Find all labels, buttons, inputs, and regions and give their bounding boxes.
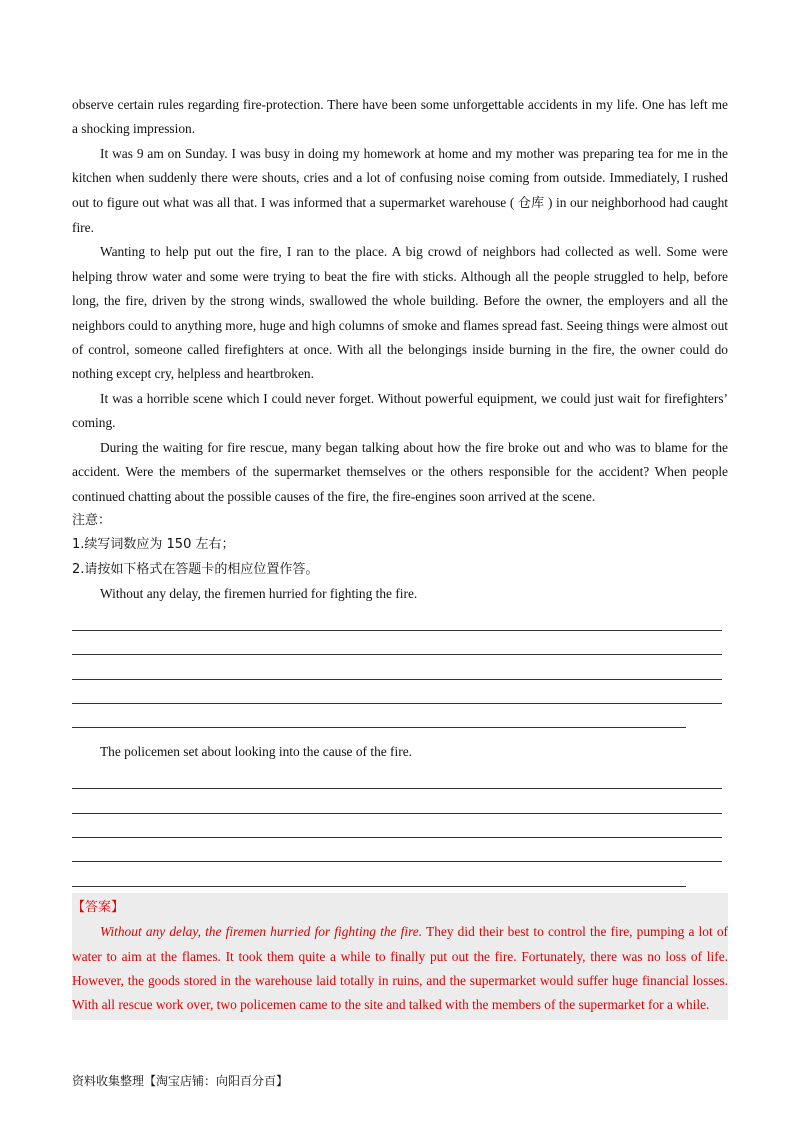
warehouse-chinese-gloss: 仓库	[517, 195, 545, 211]
passage-paragraph-3: Wanting to help put out the fire, I ran to the place. A big crowd of neighbors had collected as well. Some were helping throw water and some were trying to beat the fire with sticks. Although all the people struggled to help, before long, the fire, driven by the strong winds, swallowed the whole building. Before the owner, the employers and all the neighbors could to anything more, huge and high columns of smoke and flames spread fast. Seeing things were almost out of control, someone called firefighters at once. With all the belongings inside burning in the fire, the owner could do nothing except cry, helpless and heartbroken.	[72, 244, 728, 382]
passage-paragraph-4: It was a horrible scene which I could never forget. Without powerful equipment, we could just wait for firefighters’ coming.	[72, 390, 728, 431]
passage-paragraph-2	[72, 142, 728, 241]
answer-lead-sentence: Without any delay, the firemen hurried for fighting the fire.	[100, 924, 423, 940]
writing-line	[72, 680, 722, 704]
notes-item-1: 1.续写词数应为 150 左右；	[72, 537, 235, 553]
passage-paragraph-2-part-a: It was 9 am on Sunday. I was busy in doing my homework at home and my mother was preparing tea for me in the kitchen when suddenly there were shouts, cries and a lot of confusing noise coming from outside. Immediately, I rushed out to figure out what was all that. I was informed that a supermarket warehouse (	[72, 145, 728, 210]
writing-line	[72, 838, 722, 862]
notes-heading: 注意：	[72, 512, 112, 528]
passage-paragraph-5: During the waiting for fire rescue, many began talking about how the fire broke out and who was to blame for the accident. Were the members of the supermarket themselves or the others responsible for the accident? When people continued chatting about the possible causes of the fire, the fire-engines soon arrived at the scene.	[72, 439, 728, 504]
writing-line	[72, 631, 722, 655]
answer-body: They did their best to control the fire, pumping a lot of water to aim at the flames. It took them quite a while to finally put out the fire. Fortunately, there was no loss of life. However, the goods stored in the warehouse laid totally in ruins, and the supermarket would suffer huge financial losses. With all rescue work over, two policemen came to the site and talked with the members of the supermarket for a while.	[72, 924, 728, 1013]
answer-tag: 【答案】	[72, 899, 125, 915]
passage-paragraph-1: observe certain rules regarding fire-protection. There have been some unforgettable accidents in my life. One has left me a shocking impression.	[72, 97, 728, 137]
writing-lines-2	[72, 765, 728, 887]
writing-line	[72, 789, 722, 813]
notes-item-2: 2.请按如下格式在答题卡的相应位置作答。	[72, 561, 319, 577]
continuation-prompt-1: Without any delay, the firemen hurried for fighting the fire.	[100, 586, 418, 602]
answer-paragraph	[72, 920, 728, 1018]
writing-line	[72, 655, 722, 679]
writing-line	[72, 814, 722, 838]
continuation-prompt-2: The policemen set about looking into the cause of the fire.	[100, 744, 412, 760]
document-page	[72, 93, 728, 1020]
page-footer: 资料收集整理【淘宝店铺：向阳百分百】	[72, 1074, 289, 1088]
writing-line	[72, 607, 722, 631]
writing-line	[72, 862, 686, 886]
answer-box	[72, 893, 728, 1020]
passage-paragraph-2-part-b: ) in our neighborhood had caught fire.	[72, 194, 728, 236]
writing-lines-1	[72, 607, 728, 729]
writing-line	[72, 765, 722, 789]
writing-line	[72, 704, 686, 728]
